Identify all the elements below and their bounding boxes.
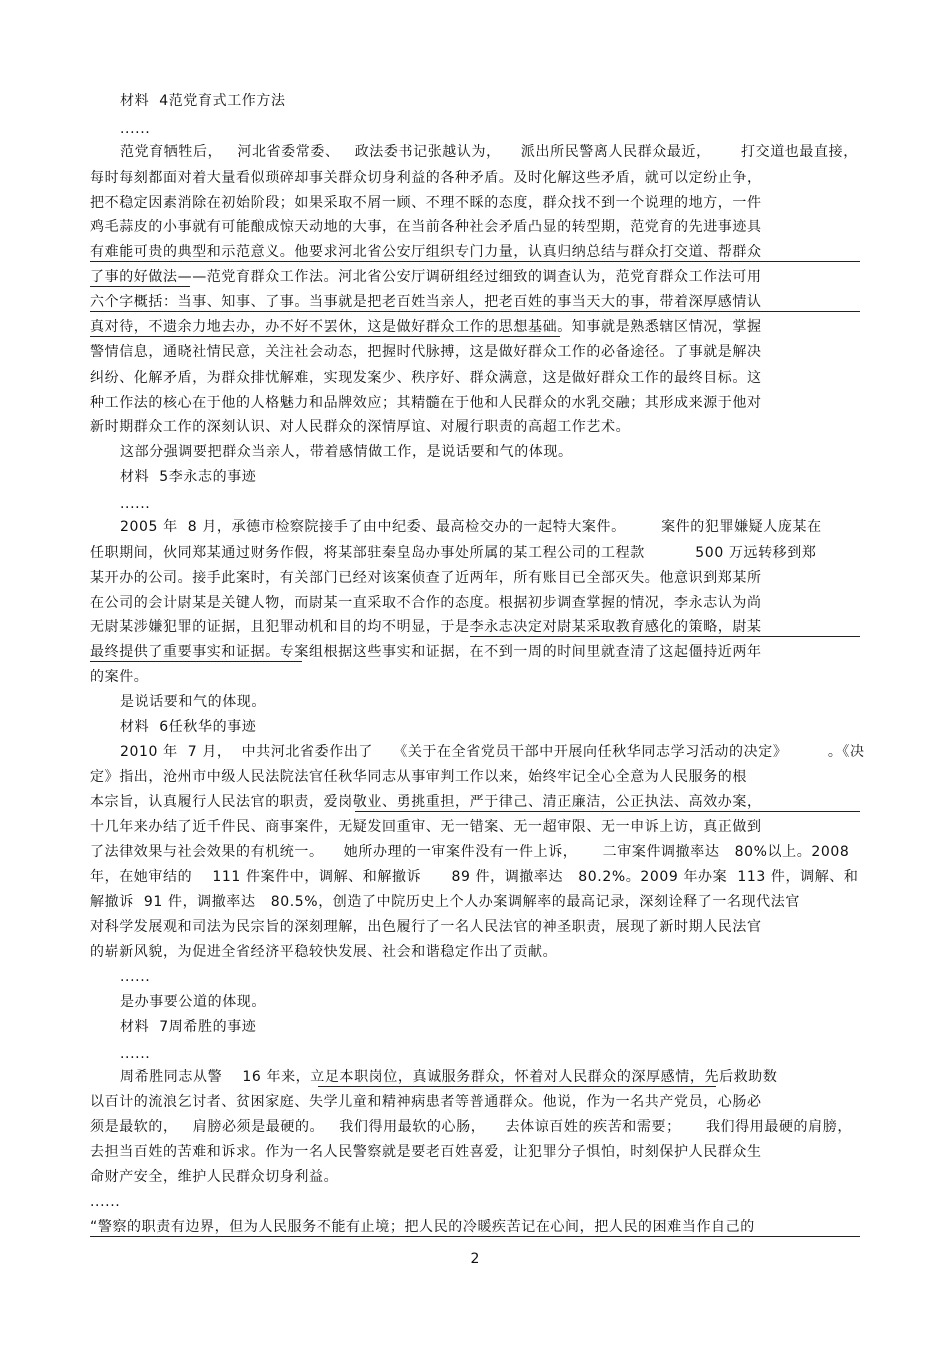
- text-line: 新时期群众工作的深刻认识、对人民群众的深情厚谊、对履行职责的高超工作艺术。: [90, 419, 631, 435]
- text-line: 纠纷、化解矛盾，为群众排忧解难，实现发案少、秩序好、群众满意，这是做好群众工作的最终目标。这: [90, 370, 762, 386]
- text-line: 定》指出，沧州市中级人民法院法官任秋华同志从事审判工作以来，始终牢记全心全意为人民服务的根: [90, 769, 747, 785]
- text-line: 在公司的会计尉某是关键人物，而尉某一直采取不合作的态度。根据初步调查掌握的情况，李永志认为尚: [90, 595, 762, 611]
- underline: [470, 636, 860, 637]
- text-line: 六个字概括：当事、知事、了事。当事就是把老百姓当亲人，把老百姓的事当天大的事，带着深厚感情认: [90, 294, 762, 310]
- text-line: 材料 6任秋华的事迹: [120, 719, 257, 735]
- text-line: 本宗旨，认真履行人民法官的职责，爱岗敬业、勇挑重担，严于律己、清正廉洁，公正执法、高效办案，: [90, 794, 762, 810]
- text-line: 警情信息，通晓社情民意，关注社会动态，把握时代脉搏，这是做好群众工作的必备途径。了事就是解决: [90, 344, 762, 360]
- underline: [355, 811, 860, 812]
- text-line: ......: [120, 969, 151, 985]
- text-line: 范党育牺牲后， 河北省委常委、 政法委书记张越认为， 派出所民警离人民群众最近， 打交道也最直接，: [120, 144, 858, 160]
- text-line: ......: [90, 1194, 121, 1210]
- text-line: 命财产安全，维护人民群众切身利益。: [90, 1169, 339, 1185]
- text-line: 以百计的流浪乞讨者、贫困家庭、失学儿童和精神病患者等普通群众。他说，作为一名共产党员，心肠必: [90, 1094, 762, 1110]
- text-line: 材料 5李永志的事迹: [120, 469, 257, 485]
- text-line: ......: [120, 496, 151, 512]
- text-line: 年，在她审结的 111 件案件中，调解、和解撤诉 89 件，调撤率达 80.2%。2009 年办案 113 件，调解、和: [90, 869, 859, 885]
- text-line: 的案件。: [90, 669, 149, 685]
- text-line: 某开办的公司。接手此案时，有关部门已经对该案侦查了近两年，所有账目已全部灭失。他意识到郑某所: [90, 570, 762, 586]
- text-line: 了法律效果与社会效果的有机统一。 她所办理的一审案件没有一件上诉， 二审案件调撤率达 80%以上。2008: [90, 844, 850, 860]
- underline: [90, 661, 302, 662]
- text-line: 周希胜同志从警 16 年来，立足本职岗位，真诚服务群众，怀着对人民群众的深厚感情，先后救助数: [120, 1069, 778, 1085]
- text-line: 2010 年 7 月， 中共河北省委作出了 《关于在全省党员干部中开展向任秋华同志学习活动的决定》 。《决: [120, 744, 865, 760]
- text-line: 了事的好做法——范党育群众工作法。河北省公安厅调研组经过细致的调查认为，范党育群众工作法可用: [90, 269, 762, 285]
- page-number: 2: [470, 1251, 480, 1267]
- text-line: 是办事要公道的体现。: [120, 994, 266, 1010]
- text-line: 任职期间，伙同郑某通过财务作假，将某部驻秦皇岛办事处所属的某工程公司的工程款 500 万远转移到郑: [90, 545, 817, 561]
- text-line: 这部分强调要把群众当亲人，带着感情做工作，是说话要和气的体现。: [120, 444, 573, 460]
- text-line: 材料 4范党育式工作方法: [120, 93, 286, 109]
- text-line: 种工作法的核心在于他的人格魅力和品牌效应；其精髓在于他和人民群众的水乳交融；其形成来源于他对: [90, 395, 762, 411]
- text-line: ......: [120, 1046, 151, 1062]
- text-line: 最终提供了重要事实和证据。专案组根据这些事实和证据，在不到一周的时间里就查清了这起僵持近两年: [90, 644, 762, 660]
- text-line: 把不稳定因素消除在初始阶段；如果采取不屑一顾、不理不睬的态度，群众找不到一个说理的地方，一件: [90, 195, 762, 211]
- text-line: ......: [120, 121, 151, 137]
- text-line: 真对待，不遗余力地去办，办不好不罢休，这是做好群众工作的思想基础。知事就是熟悉辖区情况，掌握: [90, 319, 762, 335]
- text-line: 每时每刻都面对着大量看似琐碎却事关群众切身利益的各种矛盾。及时化解这些矛盾，就可以定纷止争，: [90, 170, 762, 186]
- underline: [90, 336, 560, 337]
- underline: [90, 286, 190, 287]
- underline: [90, 1236, 860, 1237]
- text-line: 对科学发展观和司法为民宗旨的深刻理解，出色履行了一名人民法官的神圣职责，展现了新时期人民法官: [90, 919, 762, 935]
- text-line: 十几年来办结了近千件民、商事案件，无疑发回重审、无一错案、无一超审限、无一申诉上访，真正做到: [90, 819, 762, 835]
- text-line: 解撤诉 91 件，调撤率达 80.5%，创造了中院历史上个人办案调解率的最高记录，深刻诠释了一名现代法官: [90, 894, 800, 910]
- text-line: 的崭新风貌，为促进全省经济平稳较快发展、社会和谐稳定作出了贡献。: [90, 944, 558, 960]
- text-line: 须是最软的， 肩膀必须是最硬的。 我们得用最软的心肠， 去体谅百姓的疾苦和需要； 我们得用最硬的肩膀，: [90, 1119, 852, 1135]
- text-line: 去担当百姓的苦难和诉求。作为一名人民警察就是要老百姓喜爱，让犯罪分子惧怕，时刻保护人民群众生: [90, 1144, 762, 1160]
- text-line: 有难能可贵的典型和示范意义。他要求河北省公安厅组织专门力量，认真归纳总结与群众打交道、帮群众: [90, 244, 762, 260]
- text-line: 材料 7周希胜的事迹: [120, 1019, 257, 1035]
- text-line: 鸡毛蒜皮的小事就有可能酿成惊天动地的大事，在当前各种社会矛盾凸显的转型期，范党育的先进事迹具: [90, 219, 762, 235]
- text-line: 无尉某涉嫌犯罪的证据，且犯罪动机和目的均不明显，于是李永志决定对尉某采取教育感化的策略，尉某: [90, 619, 762, 635]
- text-line: 2005 年 8 月，承德市检察院接手了由中纪委、最高检交办的一起特大案件。 案件的犯罪嫌疑人庞某在: [120, 519, 822, 535]
- underline: [318, 1086, 716, 1087]
- underline: [90, 261, 860, 262]
- text-line: 是说话要和气的体现。: [120, 694, 266, 710]
- text-line: “警察的职责有边界，但为人民服务不能有止境；把人民的冷暖疾苦记在心间，把人民的困难当作自己的: [90, 1219, 755, 1235]
- underline: [90, 311, 860, 312]
